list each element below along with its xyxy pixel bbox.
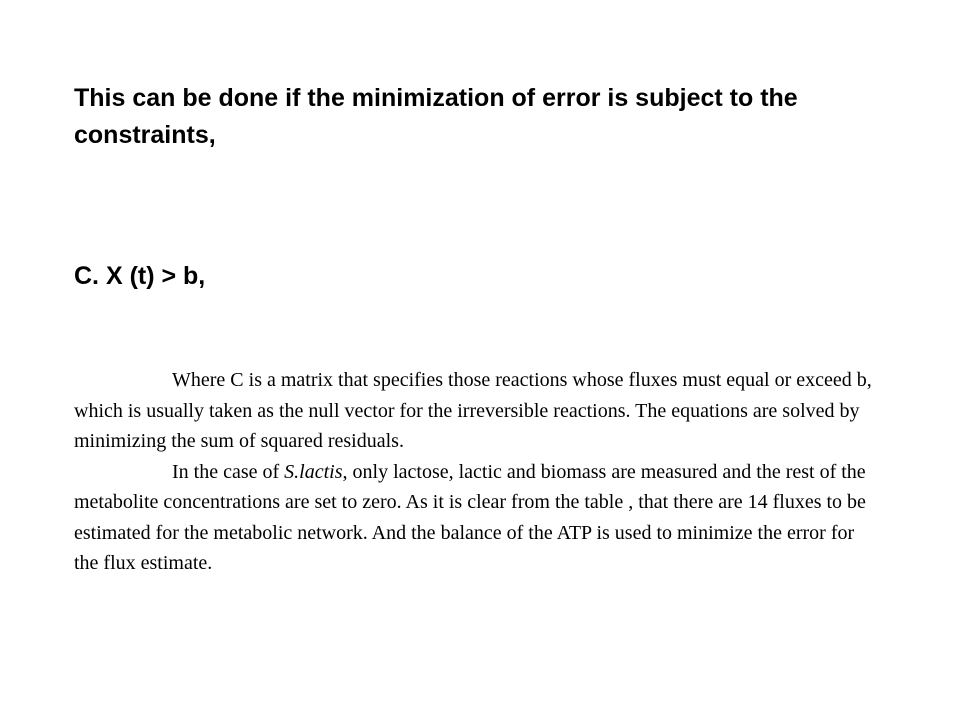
paragraph-suffix: , only lactose, lactic and biomass are measured and the rest of the metabolite concentrations are set to zero. As it is clear from the table , that there are 14 fluxes to be estimated for the metabolic network. And the balance of the ATP is used to minimize the error for the flux estimate. [74, 460, 866, 574]
constraint-equation: C. X (t) > b, [74, 262, 206, 290]
body-text [74, 365, 874, 579]
paragraph-s-lactis-case [74, 457, 874, 579]
paragraph-prefix: In the case of [172, 460, 285, 483]
slide-heading: This can be done if the minimization of error is subject to the constraints, [74, 84, 798, 149]
organism-name: S.lactis [284, 460, 343, 483]
paragraph-constraint-explanation: Where C is a matrix that specifies those reactions whose fluxes must equal or exceed b, which is usually taken as the null vector for the irreversible reactions. The equations are solved by minimizing the sum of squared residuals. [74, 369, 872, 452]
